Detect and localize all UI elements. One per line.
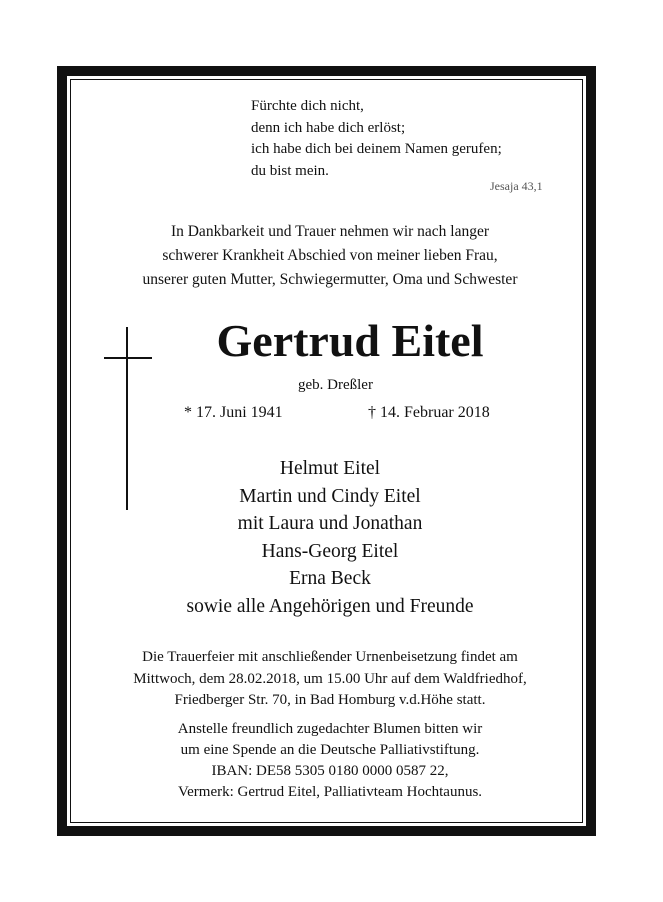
intro-line: unserer guten Mutter, Schwiegermutter, Oma und Schwester xyxy=(142,271,518,288)
survivor-line: Erna Beck xyxy=(289,568,371,590)
survivors-list xyxy=(80,455,580,621)
donation-reference: Vermerk: Gertrud Eitel, Palliativteam Hochtaunus. xyxy=(177,784,483,800)
survivor-line: Hans-Georg Eitel xyxy=(261,540,399,562)
survivor-line: Martin und Cindy Eitel xyxy=(239,485,421,507)
verse-line: ich habe dich bei deinem Namen gerufen; xyxy=(251,141,502,157)
intro-line: schwerer Krankheit Abschied von meiner lieben Frau, xyxy=(162,247,498,264)
survivor-line: Helmut Eitel xyxy=(279,458,381,479)
bible-verse xyxy=(251,96,502,182)
funeral-notice xyxy=(70,647,590,712)
donation-line: Anstelle freundlich zugedachter Blumen bitten wir xyxy=(177,721,483,737)
survivor-line: sowie alle Angehörigen und Freunde xyxy=(186,595,474,617)
donation-line: um eine Spende an die Deutsche Palliativstiftung. xyxy=(180,742,480,758)
donation-notice xyxy=(70,719,590,803)
verse-line: denn ich habe dich erlöst; xyxy=(251,119,406,136)
verse-line: Fürchte dich nicht, xyxy=(251,98,364,114)
donation-iban: IBAN: DE58 5305 0180 0000 0587 22, xyxy=(211,763,449,779)
deceased-name: Gertrud Eitel xyxy=(216,315,484,366)
verse-source: Jesaja 43,1 xyxy=(490,179,543,193)
funeral-line: Friedberger Str. 70, in Bad Homburg v.d.Höhe statt. xyxy=(174,692,486,708)
funeral-line: Mittwoch, dem 28.02.2018, um 15.00 Uhr auf dem Waldfriedhof, xyxy=(133,670,527,687)
verse-line: du bist mein. xyxy=(251,162,329,179)
intro-line: In Dankbarkeit und Trauer nehmen wir nach langer xyxy=(170,223,490,240)
funeral-line: Die Trauerfeier mit anschließender Urnenbeisetzung findet am xyxy=(142,649,518,665)
birth-date: * 17. Juni 1941 xyxy=(184,404,283,421)
maiden-name: geb. Dreßler xyxy=(298,377,373,393)
death-date: † 14. Februar 2018 xyxy=(368,404,490,421)
intro-text xyxy=(80,220,580,292)
cross-icon-bar xyxy=(104,357,152,359)
survivor-line: mit Laura und Jonathan xyxy=(237,513,423,535)
